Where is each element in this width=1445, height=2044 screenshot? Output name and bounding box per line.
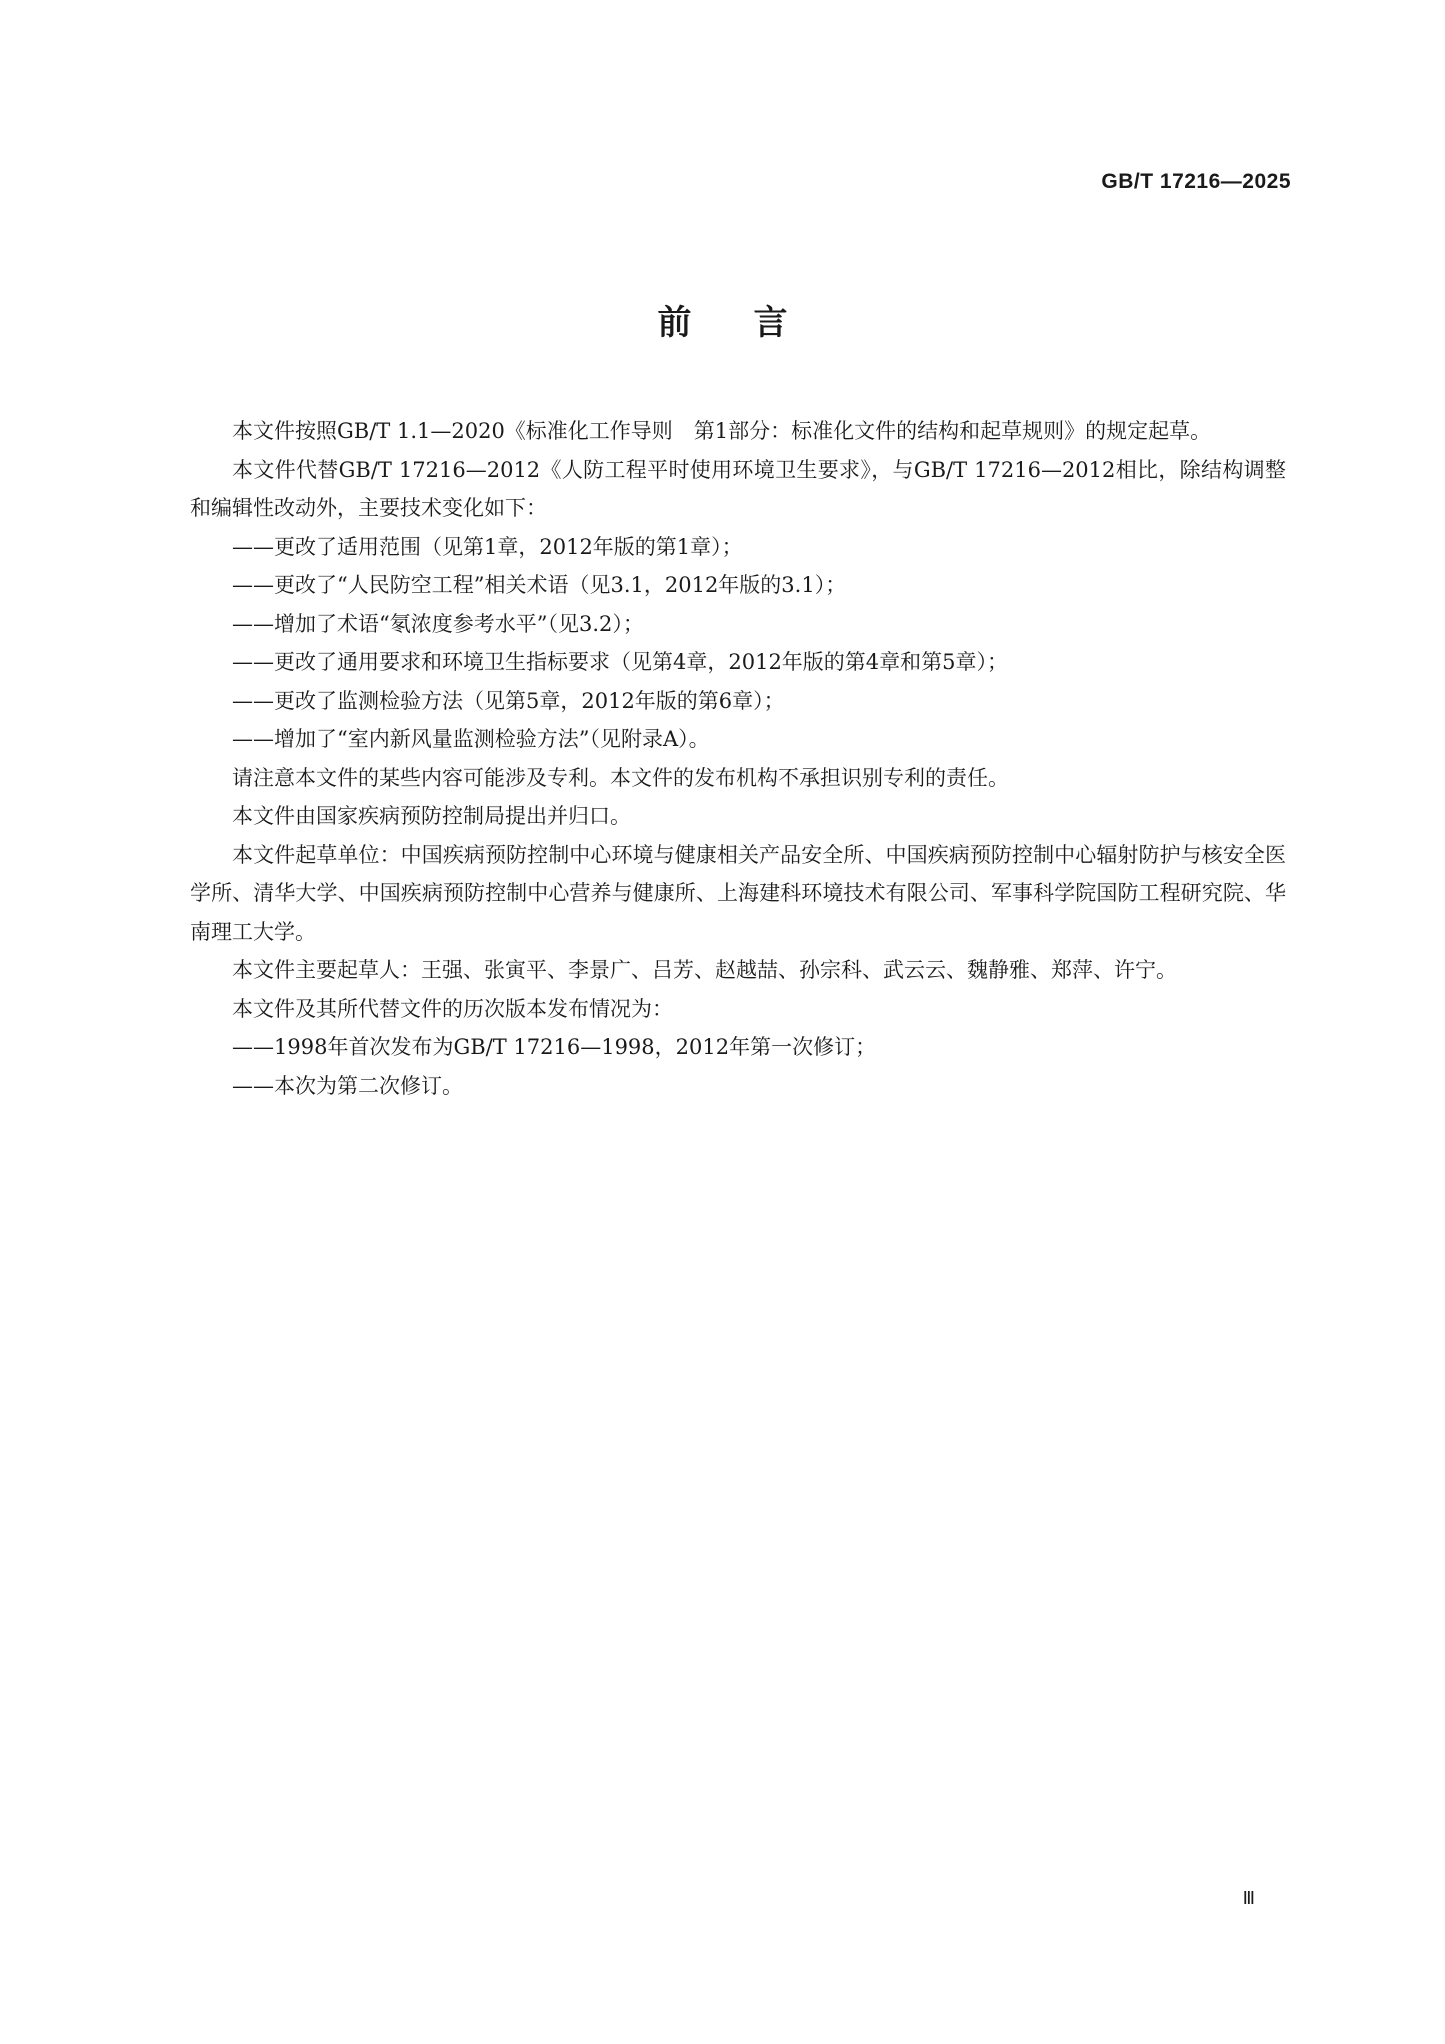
page-title: 前言 bbox=[657, 303, 850, 343]
history-item: ——1998年首次发布为GB/T 17216—1998，2012年第一次修订； bbox=[232, 1035, 877, 1059]
change-item: ——增加了“室内新风量监测检验方法”（见附录A）。 bbox=[232, 727, 710, 751]
paragraph-drafting-units: 本文件起草单位：中国疾病预防控制中心环境与健康相关产品安全所、中国疾病预防控制中心辐射防护与核安全医学所、清华大学、中国疾病预防控制中心营养与健康所、上海建科环境技术有限公司、军事科学院国防工程研究院、华南理工大学。 bbox=[190, 842, 1286, 944]
paragraph-drafting-rules: 本文件按照GB/T 1.1—2020《标准化工作导则 第1部分：标准化文件的结构和起草规则》的规定起草。 bbox=[232, 419, 1212, 443]
paragraph-replaces: 本文件代替GB/T 17216—2012《人防工程平时使用环境卫生要求》，与GB/T 17216—2012相比，除结构调整和编辑性改动外，主要技术变化如下： bbox=[190, 457, 1286, 520]
change-item: ——更改了监测检验方法（见第5章，2012年版的第6章）； bbox=[232, 688, 785, 713]
change-item: ——更改了通用要求和环境卫生指标要求（见第4章，2012年版的第4章和第5章）； bbox=[232, 650, 1009, 674]
document-code: GB/T 17216—2025 bbox=[1101, 170, 1291, 193]
foreword-body bbox=[190, 412, 1286, 1105]
page-number: Ⅲ bbox=[1242, 1888, 1255, 1908]
change-item: ——更改了“人民防空工程”相关术语（见3.1，2012年版的3.1）； bbox=[232, 573, 847, 597]
paragraph-drafters: 本文件主要起草人：王强、张寅平、李景广、吕芳、赵越喆、孙宗科、武云云、魏静雅、郑萍、许宁。 bbox=[232, 958, 1177, 982]
paragraph-history-intro: 本文件及其所代替文件的历次版本发布情况为： bbox=[232, 996, 673, 1021]
change-item: ——更改了适用范围（见第1章，2012年版的第1章）； bbox=[232, 534, 743, 559]
history-item: ——本次为第二次修订。 bbox=[232, 1073, 463, 1098]
paragraph-patent-notice: 请注意本文件的某些内容可能涉及专利。本文件的发布机构不承担识别专利的责任。 bbox=[232, 765, 1009, 790]
paragraph-proposer: 本文件由国家疾病预防控制局提出并归口。 bbox=[232, 804, 631, 828]
change-item: ——增加了术语“氡浓度参考水平”（见3.2）； bbox=[232, 611, 644, 636]
